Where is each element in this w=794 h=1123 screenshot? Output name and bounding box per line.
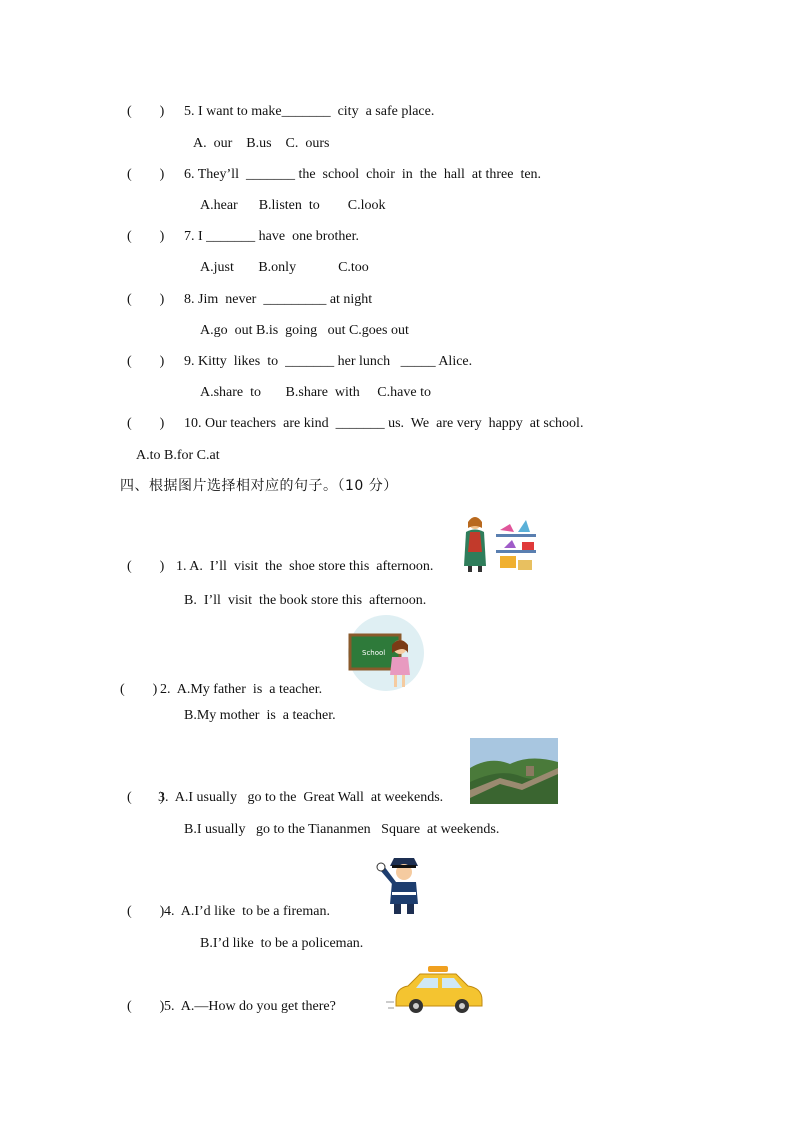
section-heading: 四、根据图片选择相对应的句子。（10 分） (120, 478, 398, 494)
question-10-options: A.to B.for C.at (136, 448, 220, 463)
teacher-picture (344, 615, 428, 695)
picture-question-2-b: B.My mother is a teacher. (184, 708, 336, 723)
question-8-options: A.go out B.is going out C.goes out (200, 323, 409, 338)
picture-question-5-a: 5. A.—How do you get there? (164, 999, 336, 1014)
taxi-picture (386, 962, 486, 1016)
answer-paren[interactable]: ( ) (127, 167, 165, 182)
answer-paren[interactable]: ( ) (120, 682, 158, 697)
answer-paren[interactable]: ( ) (127, 354, 165, 369)
question-5: 5. I want to make_______ city a safe place. (184, 104, 435, 119)
answer-paren[interactable]: ( ) (127, 904, 165, 919)
answer-paren[interactable]: ( ) (127, 229, 165, 244)
picture-question-4-b: B.I’d like to be a policeman. (200, 936, 364, 951)
question-7-options: A.just B.only C.too (200, 260, 369, 275)
answer-paren[interactable]: ( ) (127, 104, 165, 119)
picture-question-3-a: 3. A.I usually go to the Great Wall at weekends. (158, 790, 444, 805)
picture-question-1-b: B. I’ll visit the book store this afternoon. (184, 593, 427, 608)
answer-paren[interactable]: ( ) (127, 292, 165, 307)
question-6: 6. They’ll _______ the school choir in the hall at three ten. (184, 167, 542, 182)
answer-paren[interactable]: ( ) (127, 559, 165, 574)
question-6-options: A.hear B.listen to C.look (200, 198, 386, 213)
answer-paren[interactable]: ( ) (127, 790, 165, 805)
question-7: 7. I _______ have one brother. (184, 229, 359, 244)
great-wall-picture (470, 738, 558, 804)
question-9-options: A.share to B.share with C.have to (200, 385, 431, 400)
picture-question-2-a: 2. A.My father is a teacher. (160, 682, 323, 697)
picture-question-3-b: B.I usually go to the Tiananmen Square at weekends. (184, 822, 500, 837)
picture-question-1-a: 1. A. I’ll visit the shoe store this afternoon. (176, 559, 434, 574)
question-10: 10. Our teachers are kind _______ us. We are very happy at school. (184, 416, 584, 431)
chalkboard-label: School (362, 649, 386, 657)
shoe-store-picture (458, 512, 542, 574)
question-8: 8. Jim never _________ at night (184, 292, 373, 307)
answer-paren[interactable]: ( ) (127, 416, 165, 431)
picture-question-4-a: 4. A.I’d like to be a fireman. (164, 904, 331, 919)
answer-paren[interactable]: ( ) (127, 999, 165, 1014)
policeman-picture (374, 852, 430, 918)
question-5-options: A. our B.us C. ours (193, 136, 330, 151)
question-9: 9. Kitty likes to _______ her lunch _____ Alice. (184, 354, 473, 369)
